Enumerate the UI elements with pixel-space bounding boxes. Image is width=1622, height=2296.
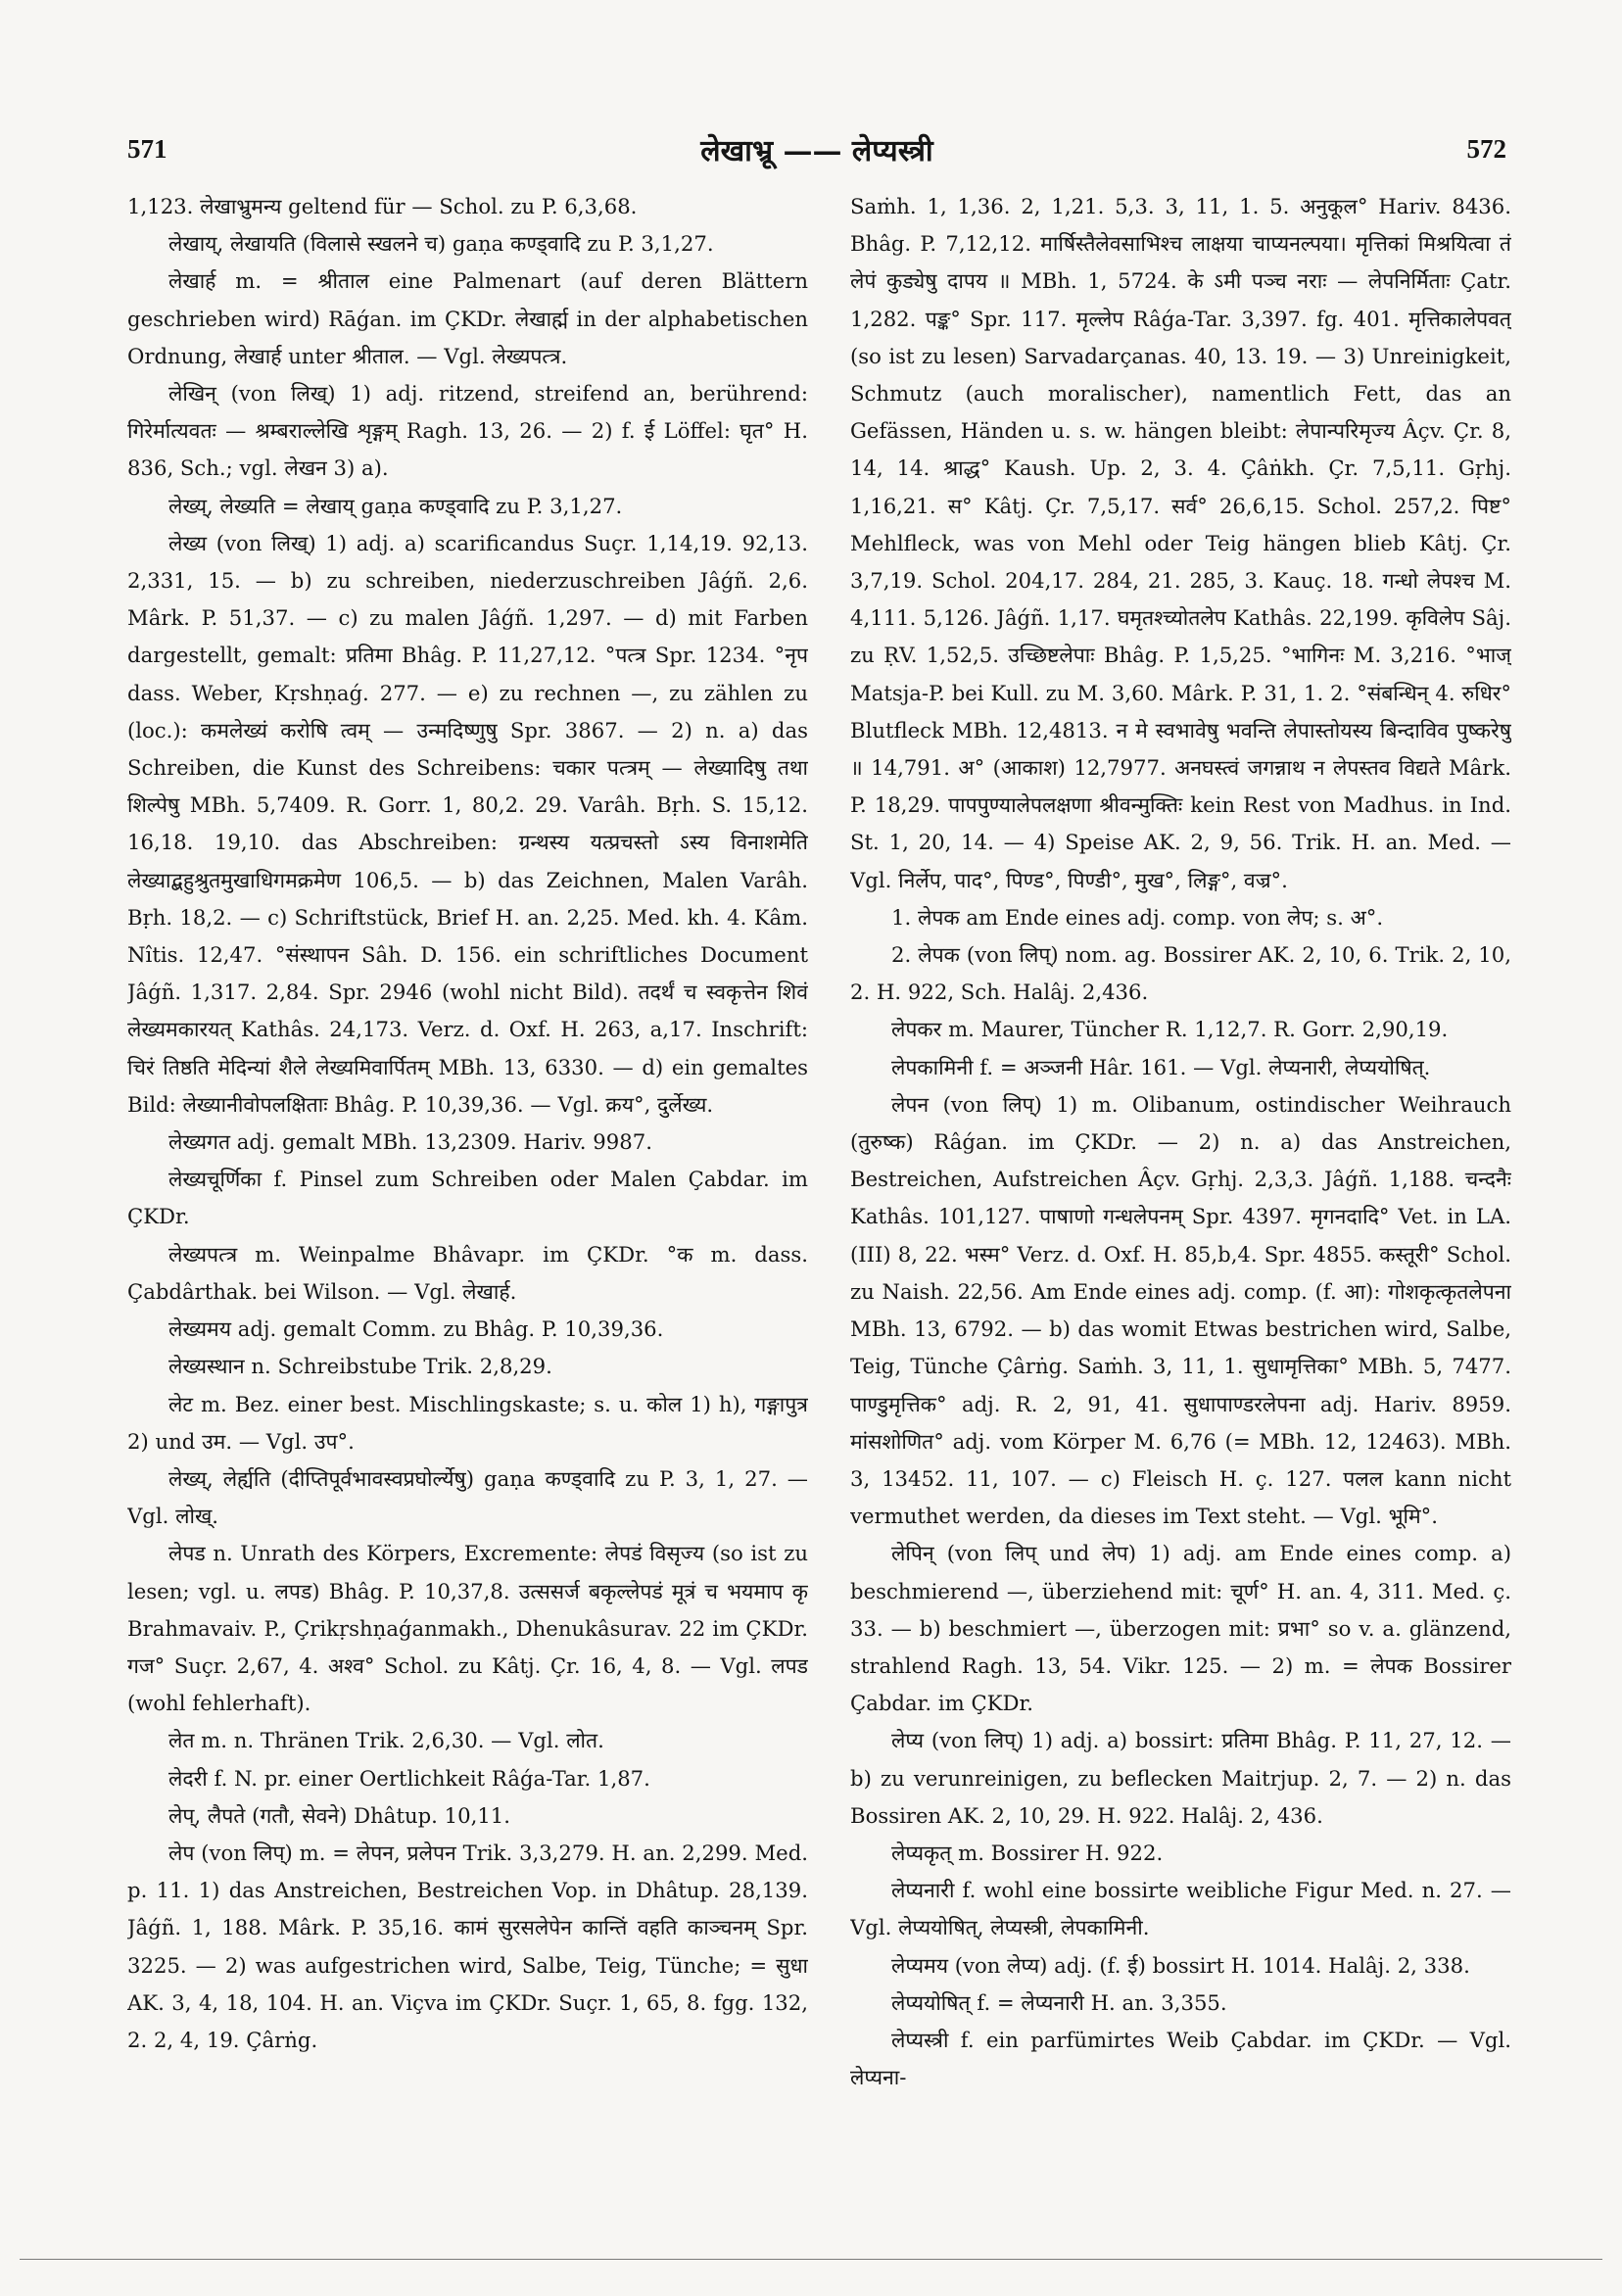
entry: लेप्यकृत् m. Bossirer H. 922. — [891, 1840, 1164, 1865]
entry: लेख्य्, लेख्यति = लेखाय् gaṇa कण्ड्वादि zu P. 3,1,27. — [168, 493, 623, 518]
entry: लेपड n. Unrath des Körpers, Excremente: लेपडं विसृज्य (so ist zu lesen; vgl. u. लपड) Bhâg. P. 10,37,8. उत्ससर्ज बकृल्लेपडं मूत्रं च भयमाप कृ Brahmavaiv. P., Çrikṛshṇaǵanmakh., Dhenukâsurav. 22 im ÇKDr. गज° Suçr. 2,67, 4. अश्व° Schol. zu Kâtj. Çr. 16, 4, 8. — Vgl. लपड (wohl fehlerhaft). — [127, 1541, 808, 1716]
entry: लेखिन् (von लिख्) 1) adj. ritzend, streifend an, berührend: गिरेर्मात्यवतः — श्रम्बराल्लेखि शृङ्गम् Ragh. 13, 26. — 2) f. ई Löffel: घृत° H. 836, Sch.; vgl. लेखन 3) a). — [127, 381, 808, 481]
entry: लेख्यचूर्णिका f. Pinsel zum Schreiben oder Malen Çabdar. im ÇKDr. — [127, 1167, 808, 1229]
entry: लेख्यगत adj. gemalt MBh. 13,2309. Hariv. 9987. — [168, 1129, 652, 1155]
entry: लेपन (von लिप्) 1) m. Olibanum, ostindischer Weihrauch (तुरुष्क) Râǵan. im ÇKDr. — 2) n. a) das Anstreichen, Bestreichen, Aufstreichen Âçv. Gṛhj. 2,3,3. Jâǵñ. 1,188. चन्दनैः Kathâs. 101,127. पाषाणो गन्धलेपनम् Spr. 4397. मृगनदादि° Vet. in LA. (III) 8, 22. भस्म° Verz. d. Oxf. H. 85,b,4. Spr. 4855. कस्तूरी° Schol. zu Naish. 22,56. Am Ende eines adj. comp. (f. आ): गोशकृत्कृतलेपना MBh. 13, 6792. — b) das womit Etwas bestrichen wird, Salbe, Teig, Tünche Çârṅg. Saṁh. 3, 11, 1. सुधामृत्तिका° MBh. 5, 7477. पाण्डुमृत्तिक° adj. R. 2, 91, 41. सुधापाण्डरलेपना adj. Hariv. 8959. मांसशोणित° adj. vom Körper M. 6,76 (= MBh. 12, 12463). MBh. 3, 13452. 11, 107. — c) Fleisch H. ç. 127. पलल kann nicht vermuthet werden, da dieses im Text steht. — Vgl. भूमि°. — [850, 1091, 1511, 1529]
entry: लेप्, लैपते (गतौ, सेवने) Dhâtup. 10,11. — [168, 1802, 511, 1828]
running-head: लेखाभ्रू —— लेप्यस्त्री — [700, 133, 933, 168]
right-column — [850, 188, 1511, 2235]
entry: लेपकामिनी f. = अञ्जनी Hâr. 161. — Vgl. लेप्यनारी, लेप्ययोषित्. — [891, 1054, 1431, 1079]
entry: 1,123. लेखाभ्रुमन्य geltend für — Schol. zu P. 6,3,68. — [127, 194, 638, 218]
entry: 2. लेपक (von लिप्) nom. ag. Bossirer AK. 2, 10, 6. Trik. 2, 10, 2. H. 922, Sch. Halâj. 2,436. — [850, 942, 1511, 1005]
entry: लेखाय्, लेखायति (विलासे स्खलने च) gaṇa कण्ड्वादि zu P. 3,1,27. — [168, 231, 714, 257]
page-number-left: 571 — [127, 133, 167, 164]
entry: लेप्ययोषित् f. = लेप्यनारी H. an. 3,355. — [891, 1989, 1227, 2015]
entry: Saṁh. 1, 1,36. 2, 1,21. 5,3. 3, 11, 1. 5. अनुकूल° Hariv. 8436. Bhâg. P. 7,12,12. मार्षिस्तैलेवसाभिश्च लाक्षया चाप्यनल्पया। मृत्तिकां मिश्रयित्वा तं लेपं कुड्येषु दापय ॥ MBh. 1, 5724. के ऽमी पञ्च नराः — लेपनिर्मिताः Çatr. 1,282. पङ्क° Spr. 117. मृल्लेप Râǵa-Tar. 3,397. fg. 401. मृत्तिकालेपवत् (so ist zu lesen) Sarvadarçanas. 40, 13. 19. — 3) Unreinigkeit, Schmutz (auch moralischer), namentlich Fett, das an Gefässen, Händen u. s. w. hängen bleibt: लेपान्परिमृज्य Âçv. Çr. 8, 14, 14. श्राद्ध° Kaush. Up. 2, 3. 4. Çâṅkh. Çr. 7,5,11. Gṛhj. 1,16,21. स° Kâtj. Çr. 7,5,17. सर्व° 26,6,15. Schol. 257,2. पिष्ट° Mehlfleck, was von Mehl oder Teig hängen blieb Kâtj. Çr. 3,7,19. Schol. 204,17. 284, 21. 285, 3. Kauç. 18. गन्धो लेपश्च M. 4,111. 5,126. Jâǵñ. 1,17. घमृतश्च्योतलेप Kathâs. 22,199. कृविलेप Sâj. zu ṚV. 1,52,5. उच्छिष्टलेपाः Bhâg. P. 1,5,25. °भागिनः M. 3,216. °भाज् Matsja-P. bei Kull. zu M. 3,60. Mârk. P. 31, 1. 2. °संबन्धिन् 4. रुधिर° Blutfleck MBh. 12,4813. न मे स्वभावेषु भवन्ति लेपास्तोयस्य बिन्दाविव पुष्करेषु ॥ 14,791. अ° (आकाश) 12,7977. अनघस्त्वं जगन्नाथ न लेपस्तव विद्यते Mârk. P. 18,29. पापपुण्यालेपलक्षणा श्रीवन्मुक्तिः kein Rest von Madhus. in Ind. St. 1, 20, 14. — 4) Speise AK. 2, 9, 56. Trik. H. an. Med. — Vgl. निर्लेप, पाद°, पिण्ड°, पिण्डी°, मुख°, लिङ्ग°, वज्र°. — [850, 194, 1511, 892]
entry: लेट m. Bez. einer best. Mischlingskaste; s. u. कोल 1) h), गङ्गापुत्र 2) und उम. — Vgl. उप°. — [127, 1391, 808, 1454]
entry: लेप (von लिप्) m. = लेपन, प्रलेपन Trik. 3,3,279. H. an. 2,299. Med. p. 11. 1) das Anstreichen, Bestreichen Vop. in Dhâtup. 28,139. Jâǵñ. 1, 188. Mârk. P. 35,16. कामं सुरसलेपेन कान्तिं वहति काञ्चनम् Spr. 3225. — 2) was aufgestrichen wird, Salbe, Teig, Tünche; = सुधा AK. 3, 4, 18, 104. H. an. Viçva im ÇKDr. Suçr. 1, 65, 8. fgg. 132, 2. 2, 4, 19. Çârṅg. — [127, 1840, 808, 2052]
entry: लेख्यस्थान n. Schreibstube Trik. 2,8,29. — [168, 1354, 552, 1379]
entry: लेदरी f. N. pr. einer Oertlichkeit Râǵa-Tar. 1,87. — [168, 1765, 650, 1791]
entry: लेप्यमय (von लेप्य) adj. (f. ई) bossirt H. 1014. Halâj. 2, 338. — [891, 1952, 1470, 1978]
entry: लेप्य (von लिप्) 1) adj. a) bossirt: प्रतिमा Bhâg. P. 11, 27, 12. — b) zu verunreinigen, zu beflecken Maitrjup. 2, 7. — 2) n. das Bossiren AK. 2, 10, 29. H. 922. Halâj. 2, 436. — [850, 1728, 1511, 1828]
entry: लेख्यमय adj. gemalt Comm. zu Bhâg. P. 10,39,36. — [168, 1316, 664, 1342]
entry: लेप्यनारी f. wohl eine bossirte weibliche Figur Med. n. 27. — Vgl. लेप्ययोषित्, लेप्यस्त्री, लेपकामिनी. — [850, 1878, 1511, 1940]
page-header — [127, 125, 1506, 172]
left-column — [127, 188, 808, 2235]
bottom-rule — [20, 2259, 1602, 2260]
page-number-right: 572 — [1466, 133, 1506, 164]
entry: लेख्य (von लिख्) 1) adj. a) scarificandus Suçr. 1,14,19. 92,13. 2,331, 15. — b) zu schreiben, niederzuschreiben Jâǵñ. 2,6. Mârk. P. 51,37. — c) zu malen Jâǵñ. 1,297. — d) mit Farben dargestellt, gemalt: प्रतिमा Bhâg. P. 11,27,12. °पत्त्र Spr. 1234. °नृप dass. Weber, Kṛshṇaǵ. 277. — e) zu rechnen —, zu zählen zu (loc.): कमलेख्यं करोषि त्वम् — उन्मदिष्णुषु Spr. 3867. — 2) n. a) das Schreiben, die Kunst des Schreibens: चकार पत्त्रम् — लेख्यादिषु तथा शिल्पेषु MBh. 5,7409. R. Gorr. 1, 80,2. 29. Varâh. Bṛh. S. 15,12. 16,18. 19,10. das Abschreiben: ग्रन्थस्य यत्प्रचस्तो ऽस्य विनाशमेति लेख्याद्बहुश्रुतमुखाधिगमक्रमेण 106,5. — b) das Zeichnen, Malen Varâh. Bṛh. 18,2. — c) Schriftstück, Brief H. an. 2,25. Med. kh. 4. Kâm. Nîtis. 12,47. °संस्थापन Sâh. D. 156. ein schriftliches Document Jâǵñ. 1,317. 2,84. Spr. 2946 (wohl nicht Bild). तदर्थं च स्वकृत्तेन शिवं लेख्यमकारयत् Kathâs. 24,173. Verz. d. Oxf. H. 263, a,17. Inschrift: चिरं तिष्ठति मेदिन्यां शैले लेख्यमिवार्पितम् MBh. 13, 6330. — d) ein gemaltes Bild: लेख्यानीवोपलक्षिताः Bhâg. P. 10,39,36. — Vgl. क्रय°, दुर्लेख्य. — [127, 530, 808, 1117]
entry: लेख्यपत्त्र m. Weinpalme Bhâvapr. im ÇKDr. °क m. dass. Çabdârthak. bei Wilson. — Vgl. लेखार्ह. — [127, 1241, 808, 1304]
entry: लेपकर m. Maurer, Tüncher R. 1,12,7. R. Gorr. 2,90,19. — [891, 1017, 1449, 1042]
entry: लेत m. n. Thränen Trik. 2,6,30. — Vgl. लोत. — [168, 1728, 604, 1753]
entry: लेख्य्, लेर्ह्यति (दीप्तिपूर्वभावस्वप्रघोर्ल्येषु) gaṇa कण्ड्वादि zu P. 3, 1, 27. — Vgl. लोख्. — [127, 1465, 808, 1529]
entry: लेप्यस्त्री f. ein parfümirtes Weib Çabdar. im ÇKDr. — Vgl. लेप्यना- — [850, 2027, 1511, 2090]
entry: लेपिन् (von लिप् und लेप) 1) adj. am Ende eines comp. a) beschmierend —, überziehend mit: चूर्ण° H. an. 4, 311. Med. ç. 33. — b) beschmiert —, überzogen mit: प्रभा° so v. a. glänzend, strahlend Ragh. 13, 54. Vikr. 125. — 2) m. = लेपक Bossirer Çabdar. im ÇKDr. — [850, 1541, 1511, 1716]
entry: लेखार्ह m. = श्रीताल eine Palmenart (auf deren Blättern geschrieben wird) Rāǵan. im ÇKDr. लेखार्ह्म in der alphabetischen Ordnung, लेखार्ह unter श्रीताल. — Vgl. लेख्यपत्त्र. — [127, 268, 808, 368]
entry: 1. लेपक am Ende eines adj. comp. von लेप; s. अ°. — [891, 904, 1384, 930]
